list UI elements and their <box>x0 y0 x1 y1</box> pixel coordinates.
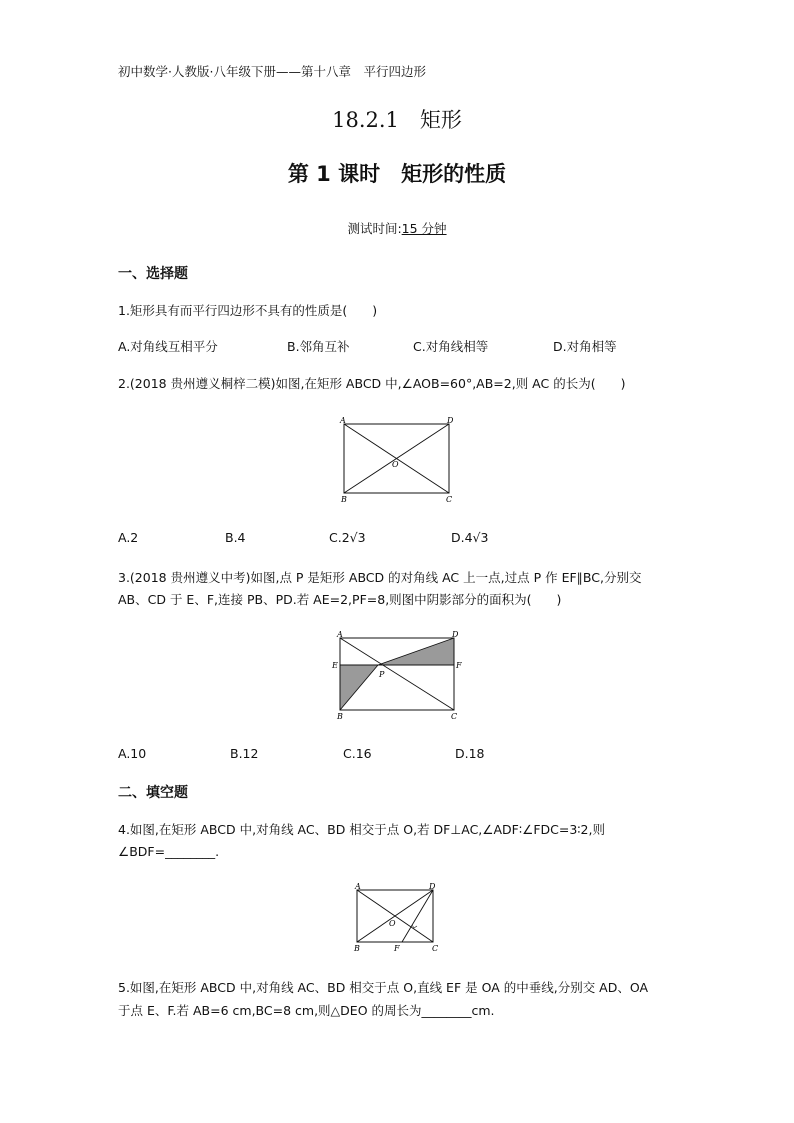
q3-option-c: C.16 <box>343 746 372 761</box>
test-time-value: 15 分钟 <box>401 221 447 236</box>
lesson-subtitle: 第 1 课时 矩形的性质 <box>287 162 507 186</box>
section-fill-heading: 二、填空题 <box>118 785 188 801</box>
q1-option-c: C.对角线相等 <box>413 339 489 354</box>
q1-option-a: A.对角线互相平分 <box>118 339 218 354</box>
q3-figure-shaded <box>330 628 465 723</box>
q4-label-o: O <box>389 919 396 928</box>
q4-label-f: F <box>394 944 400 953</box>
q4-label-a: A <box>355 882 361 891</box>
q3-option-a: A.10 <box>118 746 147 761</box>
q1-option-b: B.邻角互补 <box>287 339 350 354</box>
q3-label-e: E <box>332 661 338 670</box>
q4-label-c: C <box>432 944 439 953</box>
q4-figure-rectangle <box>350 880 445 954</box>
q3-label-p: P <box>379 670 385 679</box>
lesson-title: 18.2.1 矩形 <box>332 108 462 132</box>
q2-option-c: C.2√3 <box>329 530 366 545</box>
q2-option-a: A.2 <box>118 530 139 545</box>
test-time-label: 测试时间: <box>347 221 402 236</box>
question-3-line1: 3.(2018 贵州遵义中考)如图,点 P 是矩形 ABCD 的对角线 AC 上一点,过点 P 作 EF∥BC,分别交 <box>118 570 642 585</box>
q2-label-d: D <box>447 416 454 425</box>
q3-label-b: B <box>337 712 343 721</box>
q4-label-d: D <box>429 882 436 891</box>
question-4-line2: ∠BDF=________. <box>118 844 220 859</box>
q2-option-d: D.4√3 <box>451 530 489 545</box>
question-3-line2: AB、CD 于 E、F,连接 PB、PD.若 AE=2,PF=8,则图中阴影部分的面积为( ) <box>118 592 562 607</box>
q3-label-f: F <box>456 661 462 670</box>
test-time <box>0 219 794 237</box>
q2-label-o: O <box>392 460 399 469</box>
q2-figure-rectangle <box>336 414 460 506</box>
question-5-line1: 5.如图,在矩形 ABCD 中,对角线 AC、BD 相交于点 O,直线 EF 是 OA 的中垂线,分别交 AD、OA <box>118 980 649 995</box>
q4-label-b: B <box>354 944 360 953</box>
q3-label-c: C <box>451 712 458 721</box>
q3-label-a: A <box>337 630 343 639</box>
q3-option-b: B.12 <box>230 746 259 761</box>
question-5-line2: 于点 E、F.若 AB=6 cm,BC=8 cm,则△DEO 的周长为________cm. <box>118 1003 495 1018</box>
section-choice-heading: 一、选择题 <box>118 266 188 282</box>
q1-option-d: D.对角相等 <box>553 339 617 354</box>
q3-option-d: D.18 <box>455 746 485 761</box>
q2-label-c: C <box>446 495 453 504</box>
page-header: 初中数学·人教版·八年级下册——第十八章 平行四边形 <box>118 64 426 79</box>
question-2-text: 2.(2018 贵州遵义桐梓二模)如图,在矩形 ABCD 中,∠AOB=60°,AB=2,则 AC 的长为( ) <box>118 376 626 391</box>
q2-label-a: A <box>340 416 346 425</box>
question-4-line1: 4.如图,在矩形 ABCD 中,对角线 AC、BD 相交于点 O,若 DF⊥AC,∠ADF∶∠FDC=3∶2,则 <box>118 822 605 837</box>
q2-label-b: B <box>341 495 347 504</box>
question-1-text: 1.矩形具有而平行四边形不具有的性质是( ) <box>118 303 378 318</box>
q2-option-b: B.4 <box>225 530 246 545</box>
q3-label-d: D <box>452 630 459 639</box>
